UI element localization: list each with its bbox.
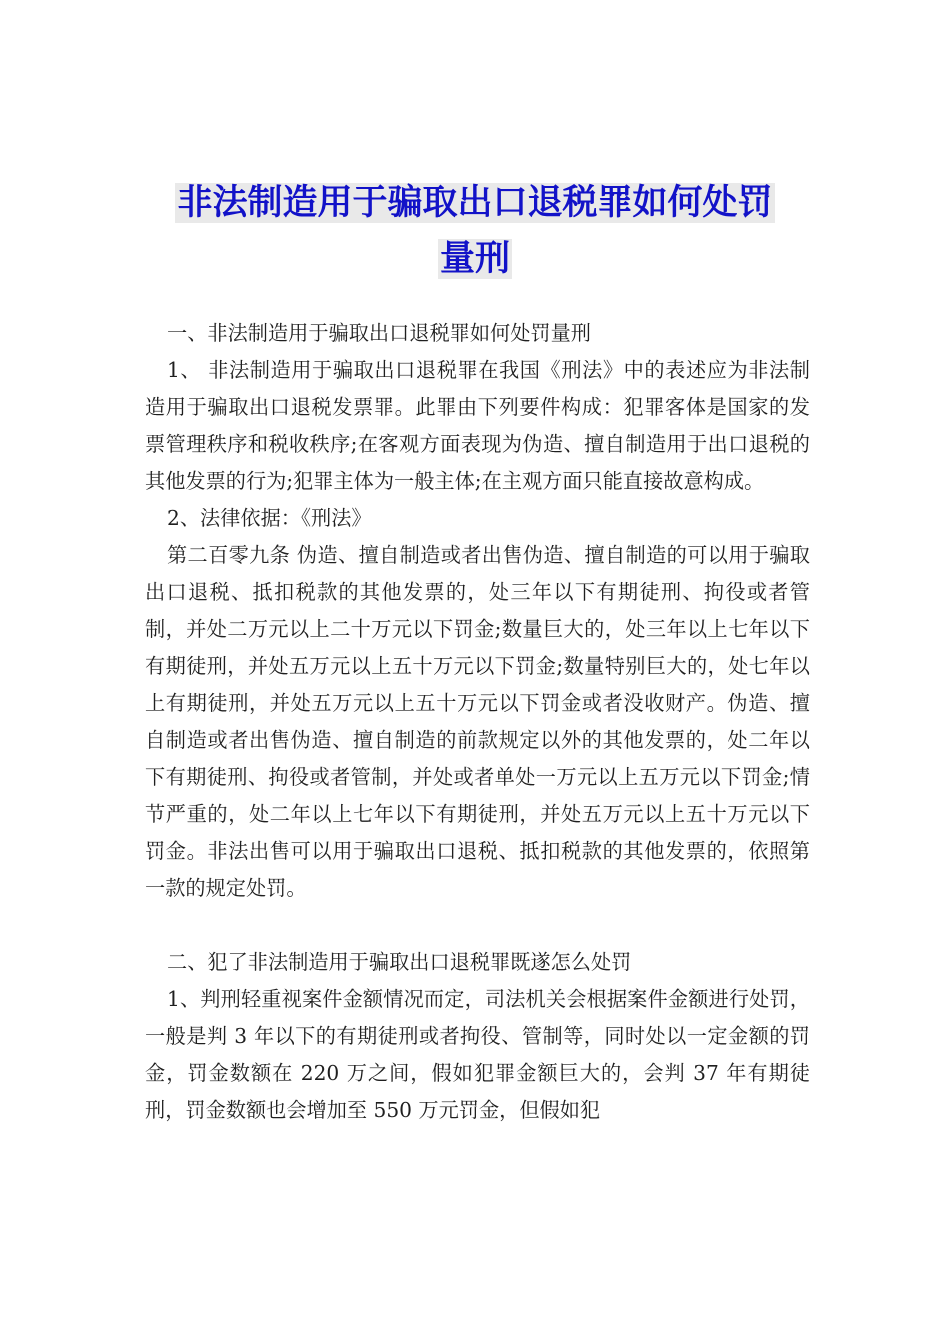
paragraph-1-1: 1、 非法制造用于骗取出口退税罪在我国《刑法》中的表述应为非法制造用于骗取出口退税发票罪。此罪由下列要件构成：犯罪客体是国家的发票管理秩序和税收秩序;在客观方面表现为伪造、擅自制造用于出口退税的其他发票的行为;犯罪主体为一般主体;在主观方面只能直接故意构成。	[145, 358, 810, 493]
title-line-1: 非法制造用于骗取出口退税罪如何处罚	[177, 183, 773, 223]
paragraph-1-3: 第二百零九条 伪造、擅自制造或者出售伪造、擅自制造的可以用于骗取出口退税、抵扣税款的其他发票的，处三年以下有期徒刑、拘役或者管制，并处二万元以上二十万元以下罚金;数量巨大的，处三年以上七年以下有期徒刑，并处五万元以上五十万元以下罚金;数量特别巨大的，处七年以上有期徒刑，并处五万元以上五十万元以下罚金或者没收财产。伪造、擅自制造或者出售伪造、擅自制造的前款规定以外的其他发票的，处二年以下有期徒刑、拘役或者管制，并处或者单处一万元以上五万元以下罚金;情节严重的，处二年以上七年以下有期徒刑，并处五万元以上五十万元以下罚金。非法出售可以用于骗取出口退税、抵扣税款的其他发票的，依照第一款的规定处罚。	[145, 543, 810, 900]
paragraph-2-1: 1、判刑轻重视案件金额情况而定，司法机关会根据案件金额进行处罚，一般是判 3 年以下的有期徒刑或者拘役、管制等，同时处以一定金额的罚金，罚金数额在 220 万之间，假如犯罪金额巨大的，会判 37 年有期徒刑，罚金数额也会增加至 550 万元罚金，但假如犯	[145, 987, 810, 1122]
section-heading-2: 二、犯了非法制造用于骗取出口退税罪既遂怎么处罚	[167, 950, 632, 974]
title-line-2: 量刑	[439, 239, 510, 279]
document-body	[145, 315, 810, 1129]
document-title	[140, 175, 810, 287]
section-spacer	[145, 907, 810, 944]
section-heading-1: 一、非法制造用于骗取出口退税罪如何处罚量刑	[167, 321, 591, 345]
paragraph-1-2: 2、法律依据：《刑法》	[167, 506, 372, 530]
